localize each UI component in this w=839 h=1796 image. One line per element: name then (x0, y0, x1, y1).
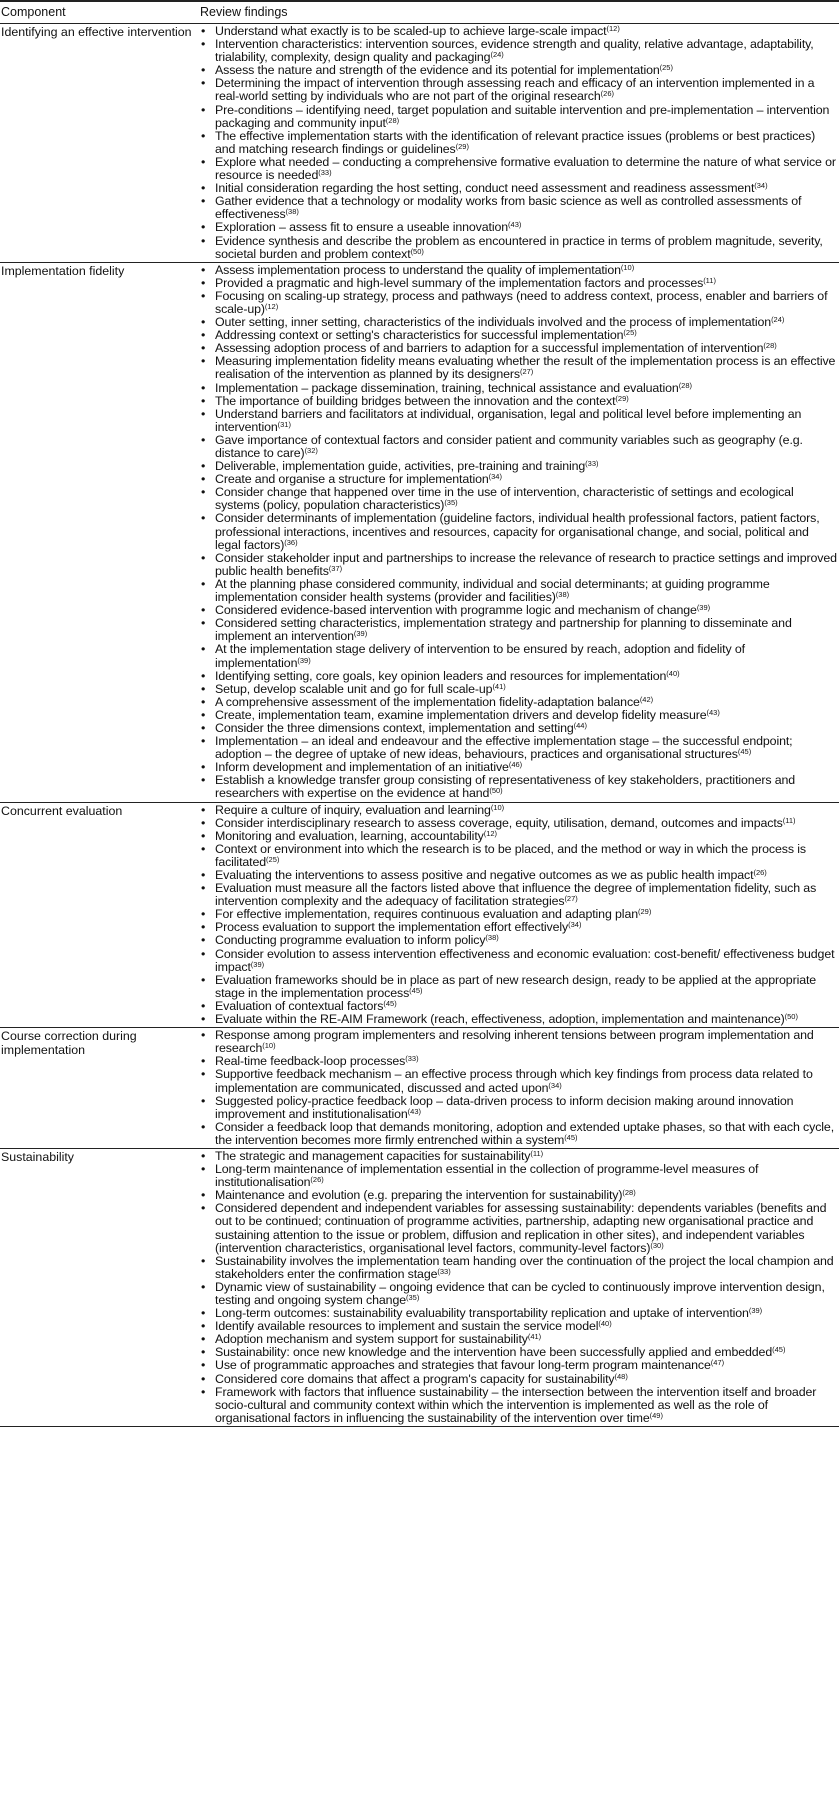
finding-text: Gave importance of contextual factors and consider patient and community variables such as geography (e.g. distance to care) (215, 432, 803, 460)
bullet-icon: • (201, 681, 206, 696)
list-item (200, 1255, 839, 1281)
reference-number: (33) (405, 1054, 419, 1064)
finding-text: Process evaluation to support the implementation effort effectively (215, 920, 569, 935)
bullet-icon: • (201, 76, 206, 91)
reference-number: (28) (622, 1188, 636, 1198)
finding-text: Consider interdisciplinary research to assess coverage, equity, utilisation, demand, outcomes and impacts (215, 815, 783, 830)
findings-list (200, 25, 839, 261)
list-item (200, 434, 839, 460)
reference-number: (39) (696, 603, 711, 613)
reference-number: (25) (659, 63, 673, 73)
reference-number: (33) (585, 459, 599, 469)
finding-text: Determining the impact of intervention through assessing reach and efficacy of an intervention implemented in a real-world setting by individuals who are not part of the original research (215, 76, 815, 104)
bullet-icon: • (201, 734, 206, 749)
reference-number: (42) (639, 694, 654, 704)
list-item (200, 235, 839, 261)
list-item (200, 1068, 839, 1094)
reference-number: (10) (262, 1041, 276, 1051)
bullet-icon: • (201, 550, 206, 565)
reference-number: (34) (568, 920, 582, 930)
bullet-icon: • (201, 393, 206, 408)
reference-number: (38) (555, 590, 570, 600)
bullet-icon: • (201, 1253, 206, 1268)
bullet-icon: • (201, 315, 206, 330)
reference-number: (43) (407, 1106, 422, 1116)
finding-text: The effective implementation starts with the identification of relevant practice issues (problems or best practices) and matching research findings or guidelines (215, 128, 816, 156)
finding-text: Consider determinants of implementation (guideline factors, individual health professional factors, patient factors, professional interactions, incentives and resources, capacity for organisational change, and social, political and legal factors) (215, 511, 820, 552)
finding-text: Considered core domains that affect a program's capacity for sustainability (215, 1371, 615, 1386)
finding-text: Real-time feedback-loop processes (215, 1054, 406, 1069)
reference-number: (10) (490, 802, 505, 812)
list-item (200, 38, 839, 64)
finding-text: Setup, develop scalable unit and go for full scale-up (215, 681, 493, 696)
bullet-icon: • (201, 1279, 206, 1294)
reference-number: (49) (649, 1410, 663, 1420)
reference-number: (29) (637, 907, 652, 917)
table-header (0, 2, 839, 23)
reference-number: (34) (548, 1080, 562, 1090)
reference-number: (10) (620, 262, 635, 272)
list-item (200, 290, 839, 316)
reference-number: (25) (623, 328, 637, 338)
bullet-icon: • (201, 707, 206, 722)
list-item (200, 512, 839, 551)
bullet-icon: • (201, 1054, 206, 1069)
finding-text: Consider the three dimensions context, implementation and setting (215, 720, 574, 735)
reference-number: (45) (409, 985, 423, 995)
bullet-icon: • (201, 262, 206, 277)
reference-number: (26) (600, 89, 614, 99)
list-item (200, 1163, 839, 1189)
reference-number: (29) (455, 141, 469, 151)
finding-text: Adoption mechanism and system support for sustainability (215, 1332, 528, 1347)
finding-text: Considered evidence-based intervention with programme logic and mechanism of change (215, 603, 697, 618)
bullet-icon: • (201, 815, 206, 830)
finding-text: Understand what exactly is to be scaled-up to achieve large-scale impact (215, 24, 607, 38)
bullet-icon: • (201, 1148, 206, 1163)
reference-number: (27) (564, 894, 578, 904)
finding-text: Consider stakeholder input and partnerships to increase the relevance of research to practice settings and improved public health benefits (215, 550, 837, 578)
list-item (200, 408, 839, 434)
reference-number: (24) (490, 50, 504, 60)
bullet-icon: • (201, 328, 206, 343)
finding-text: Considered dependent and independent variables for assessing sustainability: dependents variables (benefits and out to be continued; continuation of programme activities, partnership, adapting new organisational practice and sustaining attention to the issue or problem, diffusion and replication in other sites), and independent variables (intervention characteristics, organisational level factors, community-level factors) (215, 1201, 827, 1255)
finding-text: Pre-conditions – identifying need, target population and suitable intervention and pre-implementation – intervention packaging and community input (215, 102, 830, 130)
reference-number: (26) (753, 868, 767, 877)
table-row (0, 262, 839, 802)
reference-number: (11) (530, 1148, 544, 1158)
reference-number: (39) (353, 629, 368, 639)
reference-number: (50) (410, 246, 424, 256)
finding-text: Identify available resources to implement and sustain the service model (215, 1319, 599, 1334)
bullet-icon: • (201, 972, 206, 987)
bullet-icon: • (201, 154, 206, 169)
reference-number: (39) (250, 959, 265, 969)
finding-text: Identifying setting, core goals, key opinion leaders and resources for implementation (215, 668, 667, 683)
list-item (200, 195, 839, 221)
bullet-icon: • (201, 275, 206, 290)
reference-number: (39) (297, 655, 311, 665)
finding-text: Addressing context or setting's characteristics for successful implementation (215, 328, 624, 343)
finding-text: Outer setting, inner setting, characteristics of the individuals involved and the process of implementation (215, 315, 772, 330)
table-row (0, 802, 839, 1028)
findings-list (200, 1029, 839, 1147)
finding-text: Long-term maintenance of implementation essential in the collection of programme-level measures of institutionalisation (215, 1162, 759, 1190)
component-cell: Implementation fidelity (1, 263, 125, 278)
reference-number: (12) (483, 828, 498, 838)
reference-number: (40) (598, 1319, 612, 1329)
reference-number: (11) (703, 275, 716, 285)
reference-number: (50) (784, 1012, 798, 1022)
finding-text: Assess implementation process to understand the quality of implementation (215, 262, 621, 277)
bullet-icon: • (201, 459, 206, 474)
finding-text: Use of programmatic approaches and strategies that favour long-term program maintenance (215, 1358, 711, 1373)
bullet-icon: • (201, 1028, 206, 1043)
bullet-icon: • (201, 181, 206, 196)
finding-text: Create, implementation team, examine implementation drivers and develop fidelity measure (215, 707, 707, 722)
bullet-icon: • (201, 354, 206, 369)
component-cell: Concurrent evaluation (1, 803, 123, 818)
bullet-icon: • (201, 720, 206, 735)
reference-number: (35) (405, 1293, 420, 1302)
bullet-icon: • (201, 1371, 206, 1386)
reference-number: (50) (489, 786, 503, 796)
finding-text: Understand barriers and facilitators at individual, organisation, legal and political level before implementing an intervention (215, 406, 802, 434)
bullet-icon: • (201, 511, 206, 526)
reference-number: (29) (615, 393, 629, 403)
finding-text: Focusing on scaling-up strategy, process and pathways (need to address context, process, enabler and barriers of scale-up) (215, 288, 828, 316)
reference-number: (28) (763, 341, 777, 351)
finding-text: Intervention characteristics: intervention sources, evidence strength and quality, relative advantage, adaptability, trialability, complexity, design quality and packaging (215, 37, 814, 65)
finding-text: Consider a feedback loop that demands monitoring, adoption and extended uptake phases, so that with each cycle, the intervention becomes more firmly entrenched within a system (215, 1119, 835, 1147)
bullet-icon: • (201, 694, 206, 709)
finding-text: Inform development and implementation of an initiative (215, 760, 509, 775)
reference-number: (45) (772, 1345, 786, 1355)
bullet-icon: • (201, 128, 206, 143)
reference-number: (48) (614, 1371, 628, 1381)
reference-number: (32) (304, 446, 318, 455)
reference-number: (31) (277, 419, 291, 429)
finding-text: Sustainability involves the implementation team handing over the continuation of the project the local champion and stakeholders enter the confirmation stage (215, 1253, 834, 1281)
list-item (200, 1029, 839, 1055)
list-item (200, 1095, 839, 1121)
bullet-icon: • (201, 841, 206, 856)
finding-text: Context or environment into which the research is to be placed, and the method or way in which the process is facilitated (215, 841, 806, 869)
bullet-icon: • (201, 760, 206, 775)
reference-number: (30) (650, 1240, 664, 1250)
finding-text: Gather evidence that a technology or modality works from basic science as well as controlled assessments of effectiveness (215, 194, 802, 222)
finding-text: The importance of building bridges between the innovation and the context (215, 393, 616, 408)
finding-text: Dynamic view of sustainability – ongoing evidence that can be cycled to continuously improve intervention design, testing and ongoing system change (215, 1279, 825, 1307)
finding-text: Explore what needed – conducting a comprehensive formative evaluation to determine the nature of what service or resource is needed (215, 154, 836, 183)
findings-list (200, 804, 839, 1027)
reference-number: (34) (488, 472, 502, 482)
finding-text: Evaluation must measure all the factors listed above that influence the degree of implementation fidelity, such as intervention complexity and the adequacy of facilitation strategies (215, 881, 817, 909)
bullet-icon: • (201, 341, 206, 356)
bullet-icon: • (201, 1067, 206, 1082)
table-row (0, 24, 839, 262)
reference-number: (25) (266, 854, 280, 864)
findings-list (200, 264, 839, 801)
list-item (200, 130, 839, 156)
finding-text: Evaluation frameworks should be in place as part of new research design, ready to be applied at the appropriate stage in the implementation process (215, 972, 817, 1000)
list-item (200, 774, 839, 800)
reference-number: (24) (771, 315, 785, 325)
finding-text: For effective implementation, requires continuous evaluation and adapting plan (215, 907, 638, 922)
bullet-icon: • (201, 946, 206, 961)
finding-text: Exploration – assess fit to ensure a useable innovation (215, 220, 509, 235)
finding-text: The strategic and management capacities for sustainability (215, 1148, 531, 1163)
list-item (200, 1013, 839, 1026)
finding-text: Considered setting characteristics, implementation strategy and partnership for planning to disseminate and implement an intervention (215, 616, 792, 644)
component-cell: Sustainability (1, 1149, 75, 1164)
bullet-icon: • (201, 472, 206, 487)
finding-text: Maintenance and evolution (e.g. preparing the intervention for sustainability) (215, 1188, 623, 1203)
bullet-icon: • (201, 1093, 206, 1108)
list-item (200, 104, 839, 130)
finding-text: At the planning phase considered community, individual and social determinants; at guiding programme implementation consider health systems (provider and facilities) (215, 576, 770, 605)
bullet-icon: • (201, 1119, 206, 1134)
reference-number: (40) (666, 668, 680, 678)
table-bottom-rule (0, 1426, 839, 1428)
finding-text: Consider evolution to assess intervention effectiveness and economic evaluation: cost-benefit/ effectiveness budget impact (215, 946, 835, 974)
reference-number: (33) (318, 168, 332, 178)
reference-number: (41) (492, 681, 506, 691)
bullet-icon: • (201, 933, 206, 948)
list-item (200, 1202, 839, 1254)
list-item (200, 735, 839, 761)
list-item (200, 643, 839, 669)
bullet-icon: • (201, 194, 206, 209)
list-item (200, 974, 839, 1000)
bullet-icon: • (201, 828, 206, 843)
list-item (200, 1281, 839, 1307)
bullet-icon: • (201, 603, 206, 618)
finding-text: Conducting programme evaluation to inform policy (215, 933, 486, 948)
table-row (0, 1027, 839, 1148)
bullet-icon: • (201, 288, 206, 303)
finding-text: Evaluate within the RE-AIM Framework (reach, effectiveness, adoption, implementation and maintenance) (215, 1012, 785, 1027)
reference-number: (45) (383, 998, 397, 1008)
table-body (0, 24, 839, 1426)
bullet-icon: • (201, 920, 206, 935)
reference-number: (11) (782, 815, 796, 825)
reference-number: (27) (519, 367, 534, 377)
bullet-icon: • (201, 668, 206, 683)
finding-text: Assessing adoption process of and barriers to adaption for a successful implementation of intervention (215, 341, 764, 356)
finding-text: Implementation – an ideal and endeavour and the effective implementation stage – the successful endpoint; adoption – the degree of uptake of new ideas, behaviours, practices and organisational structures (215, 734, 793, 762)
findings-list (200, 1150, 839, 1425)
list-item (200, 77, 839, 103)
list-item (200, 156, 839, 182)
finding-text: Evaluating the interventions to assess positive and negative outcomes as we as public health impact (215, 868, 754, 882)
bullet-icon: • (201, 998, 206, 1013)
bullet-icon: • (201, 642, 206, 657)
finding-text: At the implementation stage delivery of intervention to be ensured by reach, adoption and fidelity of implementation (215, 642, 745, 670)
component-cell: Identifying an effective intervention (1, 25, 192, 39)
reference-number: (28) (678, 380, 693, 390)
bullet-icon: • (201, 1384, 206, 1399)
bullet-icon: • (201, 1358, 206, 1373)
bullet-icon: • (201, 406, 206, 421)
list-item (200, 1386, 839, 1425)
bullet-icon: • (201, 220, 206, 235)
bullet-icon: • (201, 24, 206, 38)
bullet-icon: • (201, 881, 206, 896)
finding-text: Suggested policy-practice feedback loop – data-driven process to inform decision making around innovation improvement and institutionalisation (215, 1093, 794, 1121)
bullet-icon: • (201, 1345, 206, 1360)
finding-text: Assess the nature and strength of the evidence and its potential for implementation (215, 63, 660, 78)
reference-number: (44) (573, 720, 587, 730)
reference-number: (38) (285, 207, 299, 217)
bullet-icon: • (201, 773, 206, 788)
reference-number: (12) (606, 24, 620, 33)
finding-text: Consider change that happened over time in the use of intervention, characteristic of settings and ecological systems (policy, population characteristics) (215, 485, 794, 513)
header-findings: Review findings (200, 5, 288, 19)
bullet-icon: • (201, 1012, 206, 1027)
bullet-icon: • (201, 576, 206, 591)
reference-number: (39) (748, 1306, 763, 1316)
reference-number: (38) (485, 933, 499, 943)
bullet-icon: • (201, 37, 206, 52)
reference-number: (37) (328, 563, 343, 573)
bullet-icon: • (201, 1332, 206, 1347)
reference-number: (41) (527, 1332, 542, 1342)
finding-text: Long-term outcomes: sustainability evaluability transportability replication and uptake of intervention (215, 1306, 749, 1321)
finding-text: Sustainability: once new knowledge and the intervention have been successfully applied and embedded (215, 1345, 773, 1360)
list-item (200, 843, 839, 869)
finding-text: Measuring implementation fidelity means evaluating whether the result of the implementation process is an effective realisation of the intervention as planned by its designers (215, 354, 836, 382)
bullet-icon: • (201, 102, 206, 117)
finding-text: Implementation – package dissemination, training, technical assistance and evaluation (215, 380, 679, 395)
list-item (200, 355, 839, 381)
reference-number: (34) (754, 181, 768, 191)
bullet-icon: • (201, 616, 206, 631)
component-cell: Course correction during implementation (1, 1029, 137, 1058)
reference-number: (46) (508, 760, 523, 770)
finding-text: Monitoring and evaluation, learning, accountability (215, 828, 484, 843)
list-item (200, 552, 839, 578)
list-item (200, 1121, 839, 1147)
bullet-icon: • (201, 907, 206, 922)
reference-number: (33) (437, 1266, 451, 1276)
list-item (200, 882, 839, 908)
bullet-icon: • (201, 1319, 206, 1334)
reference-number: (26) (310, 1175, 324, 1185)
reference-number: (45) (737, 747, 752, 757)
header-component: Component (1, 5, 66, 19)
list-item (200, 617, 839, 643)
reference-number: (28) (385, 115, 400, 125)
bullet-icon: • (201, 802, 206, 817)
bullet-icon: • (201, 1201, 206, 1216)
reference-number: (43) (508, 220, 522, 230)
bullet-icon: • (201, 63, 206, 78)
reference-number: (35) (444, 498, 458, 508)
bullet-icon: • (201, 432, 206, 447)
bullet-icon: • (201, 868, 206, 882)
finding-text: Evaluation of contextual factors (215, 998, 384, 1013)
reference-number: (45) (564, 1132, 578, 1142)
finding-text: Provided a pragmatic and high-level summary of the implementation factors and processes (215, 275, 704, 290)
bullet-icon: • (201, 1188, 206, 1203)
finding-text: A comprehensive assessment of the implementation fidelity-adaptation balance (215, 694, 640, 709)
table-row (0, 1148, 839, 1426)
finding-text: Deliverable, implementation guide, activities, pre-training and training (215, 459, 586, 474)
finding-text: Initial consideration regarding the host setting, conduct need assessment and readiness assessment (215, 181, 755, 196)
finding-text: Response among program implementers and resolving inherent tensions between program implementation and research (215, 1028, 814, 1056)
reference-number: (47) (710, 1358, 725, 1368)
finding-text: Establish a knowledge transfer group consisting of representativeness of key stakeholders, practitioners and researchers with expertise on the evidence at hand (215, 773, 796, 801)
list-item (200, 578, 839, 604)
bullet-icon: • (201, 1162, 206, 1177)
finding-text: Evidence synthesis and describe the problem as encountered in practice in terms of problem magnitude, severity, societal burden and problem context (215, 233, 823, 261)
bullet-icon: • (201, 380, 206, 395)
reference-number: (36) (284, 537, 298, 547)
reference-number: (12) (264, 301, 279, 311)
finding-text: Framework with factors that influence sustainability – the intersection between the intervention itself and broader socio-cultural and community context within which the intervention is implemented as well as the role of organisational factors in influencing the sustainability of the intervention over time (215, 1384, 817, 1425)
reference-number: (43) (706, 707, 720, 717)
finding-text: Create and organise a structure for implementation (215, 472, 489, 487)
finding-text: Require a culture of inquiry, evaluation and learning (215, 802, 491, 817)
finding-text: Supportive feedback mechanism – an effective process through which key findings from process data related to implementation are communicated, discussed and acted upon (215, 1067, 813, 1095)
list-item (200, 486, 839, 512)
list-item (200, 948, 839, 974)
bullet-icon: • (201, 485, 206, 500)
bullet-icon: • (201, 233, 206, 248)
bullet-icon: • (201, 1306, 206, 1321)
